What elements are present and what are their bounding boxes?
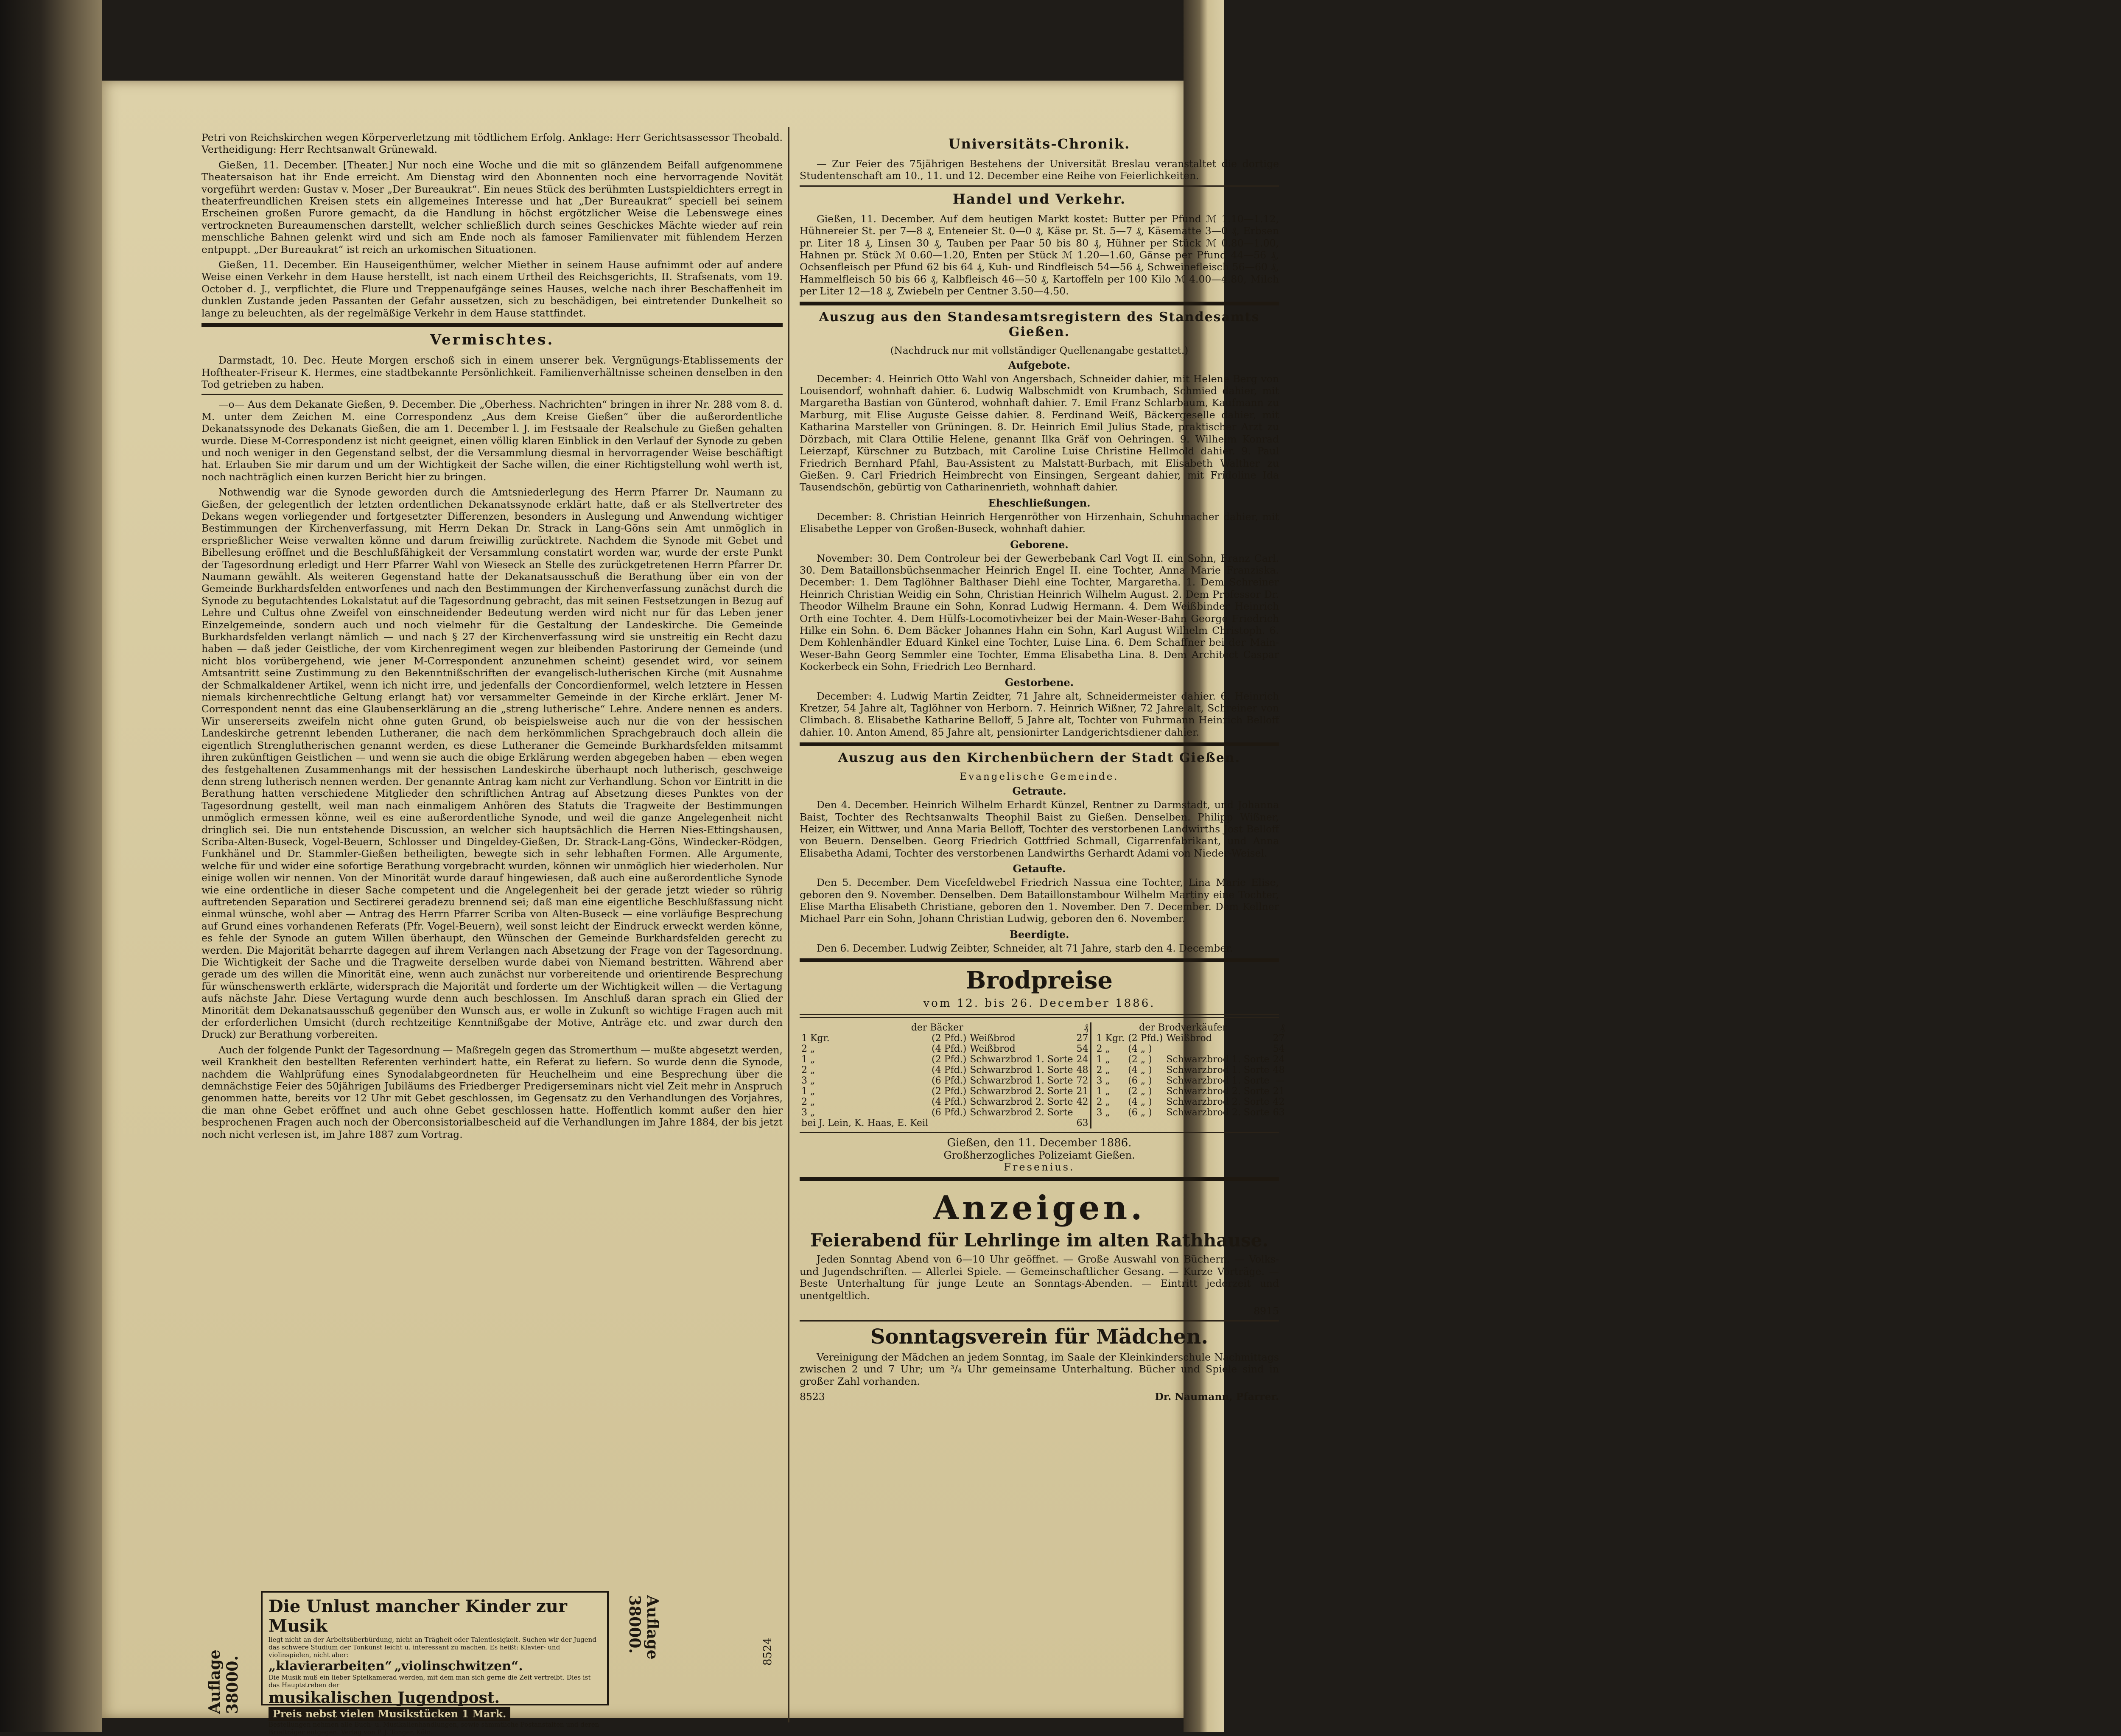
price-row: [1095, 1075, 1287, 1086]
gestorbene-list: December: 4. Ludwig Martin Zeidter, 71 Jahre alt, Schneidermeister dahier. 6. Heinrich Kretzer, 54 Jahre alt, Taglöhner von Herborn. 7. Heinrich Wißner, 72 Jahre alt, Schreiner von Climbach. 8. Elisabethe Katharine Belloff, 5 Jahre alt, Tochter von Fuhrmann Heinrich Belloff dahier. 10. Anton Amend, 85 Jahre alt, pensionirter Landgerichtsdiener dahier.: [800, 690, 1279, 738]
baecker-heading: der Bäcker: [911, 1022, 963, 1033]
musik-ad-quote: „violinschwitzen“.: [394, 1659, 523, 1674]
weight-cell: (6 Pfd.): [932, 1075, 967, 1086]
feierabend-ad-number: 8915: [1254, 1305, 1279, 1317]
geborene-list: November: 30. Dem Controleur bei der Gewerbebank Carl Vogt II. ein Sohn, Franz Carl. 30. Dem Bataillonsbüchsenmacher Heinrich Engel II. eine Tochter, Anna Marie Franziska. December: 1. Dem Taglöhner Balthaser Diehl eine Tochter, Margaretha. 1. Dem Schreiner Heinrich Christian Weidig ein Sohn, Christian Heinrich Wilhelm August. 2. Dem Professor Dr. Theodor Wilhelm Braune ein Sohn, Konrad Ludwig Hermann. 4. Dem Weißbinder Heinrich Orth eine Tochter. 4. Dem Hülfs-Locomotivheizer bei der Main-Weser-Bahn George Friedrich Hilke ein Sohn. 6. Dem Bäcker Johannes Hahn ein Sohn, Karl August Wilhelm Christoph. 6. Dem Kohlenhändler Eduard Kinkel eine Tochter, Luise Lina. 6. Dem Schaffner bei der Main-Weser-Bahn Georg Semmler eine Tochter, Emma Elisabetha Lina. 8. Dem Architect Caspar Kockerbeck ein Sohn, Friedrich Leo Bernhard.: [800, 552, 1279, 673]
weight-cell: (4 „ ): [1128, 1097, 1152, 1108]
trial-intro: Petri von Reichskirchen wegen Körperverletzung mit tödtlichem Erfolg. Anklage: Herr Gerichtsassessor Theobald. Vertheidigung: Herr Rechtsanwalt Grünewald.: [201, 132, 783, 156]
section-rule: [201, 323, 783, 327]
musik-ad-box: [261, 1591, 609, 1736]
standesamt-note: (Nachdruck nur mit vollständiger Quellenangabe gestattet.): [890, 345, 1189, 356]
musik-advertisement: [201, 1587, 783, 1736]
weight-cell: (2 Pfd.): [932, 1054, 967, 1065]
price-row: [800, 1107, 1090, 1118]
price-cell: 27: [1273, 1033, 1285, 1044]
bread-type-cell: Schwarzbrod 1. Sorte: [970, 1075, 1073, 1086]
beerdigte-list: Den 6. December. Ludwig Zeibter, Schneider, alt 71 Jahre, starb den 4. December.: [817, 942, 1233, 954]
quantity-cell: 2 „: [801, 1065, 815, 1076]
brodpreise-signature: Fresenius.: [1004, 1161, 1075, 1173]
price-row: [800, 1044, 1090, 1054]
price-cell: 24: [1273, 1054, 1285, 1065]
section-rule: [800, 1177, 1279, 1181]
theater-article: Gießen, 11. December. [Theater.] Nur noch eine Woche und die mit so glänzendem Beifall aufgenommene Theatersaison hat ihr Ende erreicht. Am Dienstag wird den Abonnenten noch eine hervorragende Novität vorgeführt werden: Gustav v. Moser „Der Bureaukrat“. Ein neues Stück des berühmten Lustspieldichters erregt in theaterfreundlichen Kreisen stets ein allgemeines Interesse und hat „Der Bureaukrat“ speciell bei seinem Erscheinen großen Furore gemacht, da die Handlung in höchst ergötzlicher Weise die Lebenswege eines vertrockneten Bureaumenschen darstellt, welcher schließlich durch seines Geschickes Mächte wieder auf rein menschliche Bahnen gelenkt wird und sich am Ende noch als famoser Familienvater mit fühlendem Herzen entpuppt. „Der Bureaukrat“ ist reich an urkomischen Situationen.: [201, 159, 783, 255]
bread-type-cell: Schwarzbrod 2. Sorte: [970, 1086, 1073, 1097]
weight-cell: (4 „ ): [1128, 1044, 1152, 1055]
bread-type-cell: Schwarzbrod 2. Sorte: [1166, 1097, 1270, 1108]
bread-type-cell: Schwarzbrod 1. Sorte: [970, 1054, 1073, 1065]
universitaet-heading: Universitäts-Chronik.: [948, 136, 1130, 152]
price-cell: 72: [1076, 1075, 1088, 1086]
auflage-side-left: Auflage 38000.: [206, 1649, 241, 1714]
bread-type-cell: Schwarzbrod 2. Sorte: [1166, 1086, 1270, 1097]
landlord-article: Gießen, 11. December. Ein Hauseigenthümer, welcher Miether in seinem Hause aufnimmt oder auf andere Weise einen Verkehr in dem Hause herstellt, ist nach einem Urtheil des Reichsgerichts, II. Strafsenats, vom 19. October d. J., verpflichtet, die Flure und Treppenaufgänge seines Hauses, welche nach ihrer Beschaffenheit im dunklen Zustande jeden Passanten der Gefahr aussetzen, sich zu beschädigen, bei eintretender Dunkelheit so lange zu beleuchten, als der regelmäßige Verkehr in dem Hause stattfindet.: [201, 259, 783, 319]
musik-ad-name: musikalischen Jugendpost.: [269, 1689, 500, 1707]
sonntagsverein-ad-text: Vereinigung der Mädchen an jedem Sonntag, im Saale der Kleinkinderschule Nachmittags zwischen 2 und 7 Uhr; um ³/₄ Uhr gemeinsame Unterhaltung. Bücher und Spiele sind in großer Zahl vorhanden.: [800, 1351, 1279, 1387]
price-cell: 21: [1273, 1086, 1285, 1097]
quantity-cell: 2 „: [1096, 1065, 1110, 1076]
left-column: [201, 132, 783, 1144]
bread-type-cell: Weißbrod: [1166, 1033, 1212, 1044]
vermischtes-heading: Vermischtes.: [430, 331, 554, 349]
quantity-cell: 1 „: [801, 1054, 815, 1065]
price-row: [800, 1065, 1090, 1075]
musik-ad-title: Die Unlust mancher Kinder zur Musik: [269, 1596, 567, 1636]
bread-type-cell: [968, 1118, 1074, 1128]
price-cell: 63: [1273, 1107, 1285, 1118]
quantity-cell: 2 „: [801, 1097, 815, 1108]
aufgebote-list: December: 4. Heinrich Otto Wahl von Angersbach, Schneider dahier, mit Helene Berg von Louisendorf, wohnhaft dahier. 6. Ludwig Walbschmidt von Krumbach, Schmied dahier, mit Margaretha Bastian von Günterod, wohnhaft dahier. 7. Emil Franz Schlarbaum, Kaufmann zu Marburg, mit Elise Auguste Geisse dahier. 8. Ferdinand Weiß, Bäckergeselle dahier, mit Katharina Marsteller von Grüningen. 8. Dr. Heinrich Emil Julius Stade, praktischer Arzt zu Dörzbach, mit Clara Ottilie Helene, genannt Ilka Gräf von Oehringen. 9. Wilhelm Konrad Leierzapf, Kürschner zu Butzbach, mit Caroline Luise Christine Hellmold dahier. 9. Paul Friedrich Bernhard Pfahl, Bau-Assistent zu Malstatt-Burbach, mit Elisabeth Walther zu Gießen. 9. Carl Friedrich Heimbrecht von Einsingen, Sergeant dahier, mit Fridoline Ida Tausendschön, gebürtig von Catharinenrieth, wohnhaft dahier.: [800, 372, 1279, 493]
quantity-cell: 1 „: [1096, 1086, 1110, 1097]
dekanat-article: —o— Aus dem Dekanate Gießen, 9. December. Die „Oberhess. Nachrichten“ bringen in ihrer Nr. 288 vom 8. d. M. unter dem Zeichen M. eine Correspondenz „Aus dem Kreise Gießen“ über die außerordentliche Dekanatssynode des Dekanats Gießen, die am 1. December l. J. im Festsaale der Realschule zu Gießen gehalten wurde. Diese M-Correspondenz ist nicht geeignet, einen völlig klaren Einblick in den Verlauf der Synode zu geben und noch weniger in den Gegenstand selbst, der die Versammlung diesmal in hervorragender Weise beschäftigt hat. Erlauben Sie mir darum und um der Wichtigkeit der Sache willen, die einer Richtigstellung wohl werth ist, noch nachträglich einen kurzen Bericht hier zu bringen.: [201, 398, 783, 483]
feierabend-ad-title: Feierabend für Lehrlinge im alten Rathhause.: [810, 1230, 1269, 1251]
price-row: [1095, 1086, 1287, 1097]
feierabend-ad-text: Jeden Sonntag Abend von 6—10 Uhr geöffnet. — Große Auswahl von Büchern. — Volks- und Jugendschriften. — Allerlei Spiele. — Gemeinschaftlicher Gesang. — Kurze Vorträge. — Beste Unterhaltung für junge Leute an Sonntags-Abenden. — Eintritt jederzeit und unentgeltlich.: [800, 1253, 1279, 1302]
quantity-cell: 3 „: [801, 1107, 815, 1118]
getraute-list: Den 4. December. Heinrich Wilhelm Erhardt Künzel, Rentner zu Darmstadt, und Johanna Baist, Tochter des Rechtsanwalts Theophil Baist zu Gießen. Denselben. Philipp Wißner, Heizer, ein Wittwer, und Anna Maria Belloff, Tochter des verstorbenen Landwirths Jost Belloff von Beuern. Denselben. Georg Friedrich Gottfried Schmall, Cigarrenfabrikant, und Anna Elisabetha Adami, Tochter des verstorbenen Landwirths Gerhardt Adami von Nieder-Weisel.: [800, 799, 1279, 859]
aufgebote-heading: Aufgebote.: [1008, 358, 1070, 371]
quantity-cell: 1 Kgr.: [801, 1033, 830, 1044]
darmstadt-article: Darmstadt, 10. Dec. Heute Morgen erschoß sich in einem unserer bek. Vergnügungs-Etablissements der Hoftheater-Friseur K. Hermes, eine stadtbekannte Persönlichkeit. Familienverhältnisse scheinen denselben in den Tod getrieben zu haben.: [201, 354, 783, 390]
price-cell: 54: [1273, 1044, 1285, 1055]
gestorbene-heading: Gestorbene.: [1005, 676, 1074, 689]
weight-cell: (4 „ ): [1128, 1065, 1152, 1076]
auflage-side-right: Auflage 38000.: [626, 1595, 661, 1660]
price-row: [1095, 1044, 1287, 1054]
price-cell: [1075, 1107, 1090, 1118]
weight-cell: (6 „ ): [1128, 1107, 1152, 1118]
quantity-cell: 1 „: [801, 1086, 815, 1097]
price-row: [1095, 1054, 1287, 1065]
table-rule: [800, 1014, 1279, 1018]
weight-cell: (2 Pfd.): [932, 1086, 967, 1097]
bread-type-cell: Schwarzbrod 1. Sorte: [1166, 1054, 1270, 1065]
synode-article: Nothwendig war die Synode geworden durch die Amtsniederlegung des Herrn Pfarrer Dr. Naumann zu Gießen, der gelegentlich der letzten ordentlichen Dekanatssynode erklärt hatte, daß er als Stellvertreter des Dekans wegen vorliegender und fortgesetzter Differenzen, besonders in Auslegung und Anwendung wichtiger Bestimmungen der Kirchenverfassung, mit Herrn Dekan Dr. Strack in Lang-Göns sein Amt unmöglich in ersprießlicher Weise verwalten könne und darum freiwillig zurücktrete. Nachdem die Synode mit Gebet und Bibellesung eröffnet und die Beschlußfähigkeit der Versammlung constatirt worden war, wurde der erste Punkt der Tagesordnung erledigt und Herr Pfarrer Wahl von Wieseck an Stelle des zurückgetretenen Herrn Pfarrer Dr. Naumann gewählt. Als weiteren Gegenstand hatte der Dekanatsausschuß die Berathung über ein von der Gemeinde Burkhardsfelden entworfenes und nach den Bestimmungen der Kirchenverfassung zunächst durch die Synode zu begutachtendes Lokalstatut auf die Tagesordnung gebracht, das mit seinen Festsetzungen in Bezug auf Lehre und Cultus ohne Zweifel von einschneidender Bedeutung werden wird nicht nur für das Leben jener Einzelgemeinde, sondern auch und noch vielmehr für die Gestaltung der Landeskirche. Die Gemeinde Burkhardsfelden verlangt nämlich — und nach § 27 der Kirchenverfassung wird sie unstreitig ein Recht dazu haben — daß jeder Geistliche, der vom Kirchenregiment wegen zur bleibenden Pastorirung der Gemeinde (und nicht blos vorübergehend, wie jener M-Correspondent anzunehmen scheint) gesendet wird, vor seinem Amtsantritt seine Zustimmung zu den Bekenntnißschriften der evangelisch-lutherischen Kirche (mit Ausnahme der Schmalkaldener Artikel, wenn ich nicht irre, und jedenfalls der Concordienformel, welch letztere in Hessen niemals kirchenrechtliche Geltung erlangt hat) vor versammelter Gemeinde in der Kirche erklärt. Jener M-Correspondent nennt das eine Glaubenserklärung an die „streng lutherische“ Lehre. Andere nennen es anders. Wir unsererseits zweifeln nicht ohne guten Grund, ob beispielsweise auch nur die von der hessischen Landeskirche getrennt lebenden Lutheraner, die nach dem herkömmlichen Sprachgebrauch doch allein die eigentlich Strenglutherischen genannt werden, es diese Lutheraner die Gemeinde Burkhardsfelden mitsammt ihren zukünftigen Geistlichen — und wenn sie auch die obige Erklärung werden abgegeben haben — eben wegen des festgehaltenen Zusammenhangs mit der hessischen Landeskirche überhaupt noch lutherisch, geschweige denn streng lutherisch nennen werden. Der genannte Antrag kam nicht zur Verhandlung. Schon vor Eintritt in die Berathung hatten verschiedene Mitglieder den schriftlichen Antrag auf Absetzung dieses Punktes von der Tagesordnung gestellt, weil man nach einmaligem Anhören des Statuts die Tragweite der Bestimmungen unmöglich ermessen könne, weil es eine außerordentliche Synode, und weil die ganze Angelegenheit nicht dringlich sei. Die nun entstehende Discussion, an welcher sich hauptsächlich die Herren Nies-Ettingshausen, Scriba-Alten-Buseck, Vogel-Beuern, Schlosser und Dingeldey-Gießen, Dr. Strack-Lang-Göns, Windecker-Rödgen, Funkhänel und Dr. Stammler-Gießen betheiligten, bewegte sich in sehr lebhaften Formen. Alle Argumente, welche für und wider eine sofortige Berathung vorgebracht wurden, können wir unmöglich hier wiederholen. Nur einige wollen wir nennen. Von der Minorität wurde darauf hingewiesen, daß auch eine außerordentliche Synode wie eine ordentliche in dieser Sache competent und die Angelegenheit bei der gerade jetzt wieder so rührig auftretenden Separation und Sectirerei geradezu brennend sei; daß man eine eigentliche Beschlußfassung nicht einmal wünsche, wohl aber — Antrag des Herrn Pfarrer Scriba von Alten-Buseck — eine vorläufige Besprechung auf Grund eines vorhandenen Referats (Pfr. Vogel-Beuern), weil sonst leicht der Eindruck erweckt werden könne, es fehle der Synode an gutem Willen überhaupt, den Wünschen der Gemeinde Burkhardsfelden gerecht zu werden. Die Majorität beharrte dagegen auf ihrem Verlangen nach Absetzung der Frage von der Tagesordnung. Die Wichtigkeit der Sache und die Tragweite derselben wurde dabei von Niemand bestritten. Während aber gerade um des willen die Minorität eine, wenn auch zunächst nur vorbereitende und orientirende Besprechung für wünschenswerth erklärte, widersprach die Majorität und forderte um der Wichtigkeit willen — die Vertagung aufs nächste Jahr. Diese Vertagung wurde denn auch beschlossen. Im Anschluß daran sprach ein Glied der Minorität dem Dekanatsausschuß gegenüber den Wunsch aus, er wolle in Zukunft so wichtige Fragen auch mit der erforderlichen Umsicht (durch rechtzeitige Kenntnißgabe der Motive, Anträge etc. und zwar durch den Druck) zur Berathung vorbereiten.: [201, 486, 783, 1041]
quantity-cell: 2 „: [1096, 1097, 1110, 1108]
getaufte-list: Den 5. December. Dem Vicefeldwebel Friedrich Nassua eine Tochter, Lina Marie Elise, geboren den 9. November. Denselben. Dem Bataillonstambour Wilhelm Martiny eine Tochter, Elise Martha Elisabeth Christiane, geboren den 1. November. Den 7. December. Dem Kellner Michael Parr ein Sohn, Johann Christian Ludwig, geboren den 6. November.: [800, 876, 1279, 925]
sonntagsverein-ad-title: Sonntagsverein für Mädchen.: [870, 1324, 1209, 1349]
pf-unit: ₰: [1280, 1022, 1285, 1033]
section-rule: [800, 958, 1279, 962]
brodpreise-table: [800, 1022, 1285, 1129]
eheschliessungen-list: December: 8. Christian Heinrich Hergenröther von Hirzenhain, Schuhmacher dahier, mit Elisabethe Lepper von Großen-Buseck, wohnhaft dahier.: [800, 510, 1279, 535]
price-cell: 27: [1076, 1033, 1088, 1044]
weight-cell: (6 Pfd.): [932, 1107, 967, 1118]
quantity-cell: 3 „: [1096, 1075, 1110, 1086]
price-row: [800, 1118, 1090, 1128]
quantity-cell: 1 Kgr.: [1096, 1033, 1125, 1044]
handel-heading: Handel und Verkehr.: [952, 190, 1126, 207]
quantity-cell: 2 „: [1096, 1044, 1110, 1055]
bread-type-cell: Schwarzbrod 1. Sorte: [1166, 1065, 1270, 1076]
column-rule: [788, 127, 789, 1722]
brodpreise-heading: Brodpreise: [965, 966, 1113, 995]
price-row: [1095, 1033, 1287, 1044]
price-row: [800, 1086, 1090, 1097]
bread-type-cell: Schwarzbrod 1. Sorte: [970, 1065, 1073, 1076]
bread-type-cell: Schwarzbrod 2. Sorte: [1166, 1107, 1270, 1118]
weight-cell: (6 „ ): [1128, 1075, 1152, 1086]
brodpreise-period: vom 12. bis 26. December 1886.: [923, 997, 1156, 1010]
bread-type-cell: Schwarzbrod 2. Sorte: [970, 1107, 1073, 1118]
weight-cell: (4 Pfd.): [932, 1044, 967, 1055]
price-cell: 21: [1076, 1086, 1088, 1097]
bread-type-cell: Schwarzbrod 2. Sorte: [970, 1097, 1073, 1108]
weight-cell: (2 „ ): [1128, 1054, 1152, 1065]
sonntagsverein-ad-number: 8523: [800, 1391, 825, 1403]
getaufte-heading: Getaufte.: [1013, 862, 1066, 875]
quantity-cell: 1 „: [1096, 1054, 1110, 1065]
market-prices: Gießen, 11. December. Auf dem heutigen Markt kostet: Butter per Pfund ℳ 1.10—1.12, Hühnereier St. per 7—8 ₰, Enteneier St. 0—0 ₰, Käse pr. St. 5—7 ₰, Käsematte 3—0 ₰, Erbsen pr. Liter 18 ₰, Linsen 30 ₰, Tauben per Paar 50 bis 80 ₰, Hühner per Stück ℳ 0.80—1.00, Hahnen pr. Stück ℳ 0.60—1.20, Enten per Stück ℳ 1.20—1.60, Gänse per Pfund 44—56 ₰, Ochsenfleisch per Pfund 62 bis 64 ₰, Kuh- und Rindfleisch 54—56 ₰, Schweinefleisch 56—60 ₰, Hammelfleisch 50 bis 66 ₰, Kalbfleisch 46—50 ₰, Kartoffeln per 100 Kilo ℳ 4.00—4.80, Milch per Liter 12—18 ₰, Zwiebeln per Centner 3.50—4.50.: [800, 213, 1279, 297]
section-rule: [800, 302, 1279, 305]
bread-type-cell: Weißbrod: [970, 1033, 1016, 1044]
kirchenbuecher-heading: Auszug aus den Kirchenbüchern der Stadt Gießen.: [838, 750, 1241, 766]
price-cell: 48: [1273, 1065, 1285, 1076]
universitaet-article: — Zur Feier des 75jährigen Bestehens der Universität Breslau veranstaltet die dortige Studentenschaft am 10., 11. und 12. December eine Reihe von Feierlichkeiten.: [800, 158, 1279, 182]
price-row: [800, 1097, 1090, 1107]
gemeinde-subheading: Evangelische Gemeinde.: [960, 771, 1119, 783]
geborene-heading: Geborene.: [1010, 538, 1069, 551]
price-cell: —: [1275, 1075, 1285, 1086]
sonntagsverein-ad-signature: Dr. Naumann, Pfarrer.: [1155, 1391, 1279, 1403]
brodpreise-date: Gießen, den 11. December 1886.: [947, 1137, 1132, 1150]
standesamt-heading: Auszug aus den Standesamtsregistern des Standesamts Gießen.: [819, 309, 1260, 339]
price-row: [800, 1054, 1090, 1065]
article-rule: [201, 394, 783, 395]
weight-cell: (2 Pfd.): [1128, 1033, 1163, 1044]
weight-cell: (4 Pfd.): [932, 1065, 967, 1076]
price-cell: 42: [1273, 1097, 1285, 1108]
price-cell: 54: [1076, 1044, 1088, 1055]
musik-ad-price: Preis nebst vielen Musikstücken 1 Mark.: [269, 1707, 510, 1721]
verkaeufer-column: [1090, 1022, 1287, 1128]
bread-type-cell: Schwarzbrod 1. Sorte: [1166, 1075, 1270, 1086]
price-cell: 48: [1076, 1065, 1088, 1076]
anzeigen-heading: Anzeigen.: [933, 1189, 1146, 1228]
getraute-heading: Getraute.: [1012, 785, 1066, 798]
brodpreise-authority: Großherzogliches Polizeiamt Gießen.: [943, 1149, 1135, 1162]
article-rule: [800, 185, 1279, 187]
quantity-cell: 3 „: [1096, 1107, 1110, 1118]
eheschliessungen-heading: Eheschließungen.: [988, 496, 1091, 509]
bread-type-cell: Weißbrod: [970, 1044, 1016, 1055]
price-row: [1095, 1065, 1287, 1075]
table-rule: [800, 1132, 1279, 1133]
price-row: [800, 1075, 1090, 1086]
price-row: [1095, 1097, 1287, 1107]
quantity-cell: 3 „: [801, 1075, 815, 1086]
price-cell: 63: [1076, 1118, 1088, 1129]
musik-ad-text: Die Musik muß ein lieber Spielkamerad werden, mit dem man sich gerne die Zeit vertreibt. Dies ist das Hauptstreben der: [269, 1674, 591, 1689]
ad-number: 8524: [761, 1638, 774, 1666]
newspaper-page: [102, 81, 1285, 1736]
weight-cell: [930, 1118, 968, 1128]
section-rule: [800, 742, 1279, 746]
right-column: [800, 132, 1285, 1403]
sonntagsverein-ad-footer: [800, 1391, 1279, 1403]
musik-ad-quote: „klavierarbeiten“: [269, 1659, 392, 1674]
weight-cell: (2 „ ): [1128, 1086, 1152, 1097]
price-cell: 24: [1076, 1054, 1088, 1065]
baecker-column: [800, 1022, 1090, 1128]
ad-rule: [800, 1320, 1279, 1322]
beerdigte-heading: Beerdigte.: [1009, 928, 1069, 941]
verkaeufer-heading: der Brodverkäufer: [1139, 1022, 1227, 1033]
price-row: [800, 1033, 1090, 1044]
book-edge-left: [0, 0, 102, 1732]
quantity-cell: 2 „: [801, 1044, 815, 1055]
pf-unit: ₰: [1083, 1022, 1088, 1033]
tagesordnung-article: Auch der folgende Punkt der Tagesordnung — Maßregeln gegen das Stromerthum — mußte abgesetzt werden, weil Krankheit den bestellten Referenten verhindert hatte, ein Referat zu liefern. So wurde denn die Synode, nachdem die Wahlprüfung eines Synodalabgeordneten für Heuchelheim und eine Besprechung über die demnächstige Feier des 50jährigen Jubiläums des Friedberger Predigerseminars nicht viel Zeit mehr in Anspruch genommen hatte, bereits vor 12 Uhr mit Gebet geschlossen, im Gegensatz zu den Verhandlungen des Vorjahres, die man ohne Gebet eröffnet und auch ohne Gebet geschlossen hatte. Hoffentlich kommt außer den hier besprochenen Fragen auch noch der Oberconsistorialbescheid auf die Verhandlungen im Jahre 1884, der bis jetzt noch nicht verlesen ist, im Jahre 1887 zum Vortrag.: [201, 1044, 783, 1140]
musik-ad-text: Bestellungen nehmen alle Buch- u. Musikalienhandlungen, sowie sämmtliche Postanstalten und deren Briefträger entgegen. Verlag von P. J. Tonger, Köln.: [269, 1721, 599, 1736]
bread-type-cell: [1164, 1044, 1271, 1054]
quantity-cell: bei J. Lein, K. Haas, E. Keil: [801, 1118, 929, 1129]
weight-cell: (2 Pfd.): [932, 1033, 967, 1044]
weight-cell: (4 Pfd.): [932, 1097, 967, 1108]
musik-ad-text: liegt nicht an der Arbeitsüberbürdung, nicht an Trägheit oder Talentlosigkeit. Suchen wir der Jugend das schwere Studium der Tonkunst leicht u. interessant zu machen. Es heißt: Klavier- und violinspielen, nicht aber:: [269, 1636, 596, 1659]
price-cell: 42: [1076, 1097, 1088, 1108]
price-row: [1095, 1107, 1287, 1118]
